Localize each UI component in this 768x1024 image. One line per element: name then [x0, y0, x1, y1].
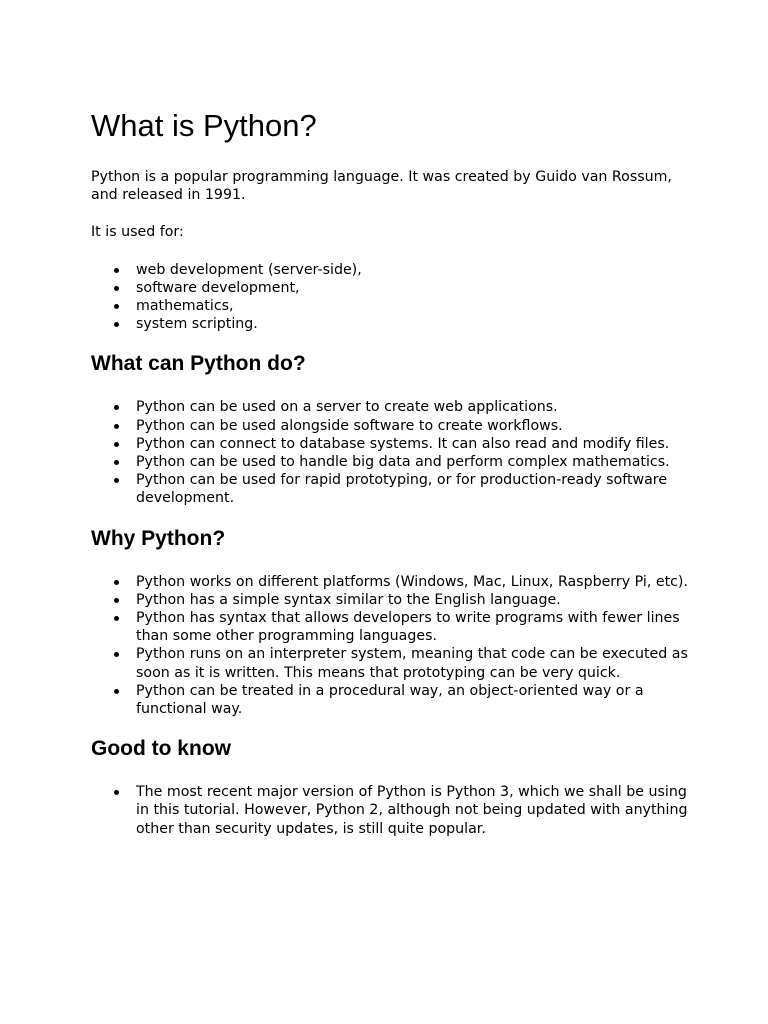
- list-item: software development,: [136, 279, 691, 297]
- what-can-python-do-list: [91, 398, 691, 507]
- good-to-know-list: [91, 783, 691, 838]
- list-item: Python runs on an interpreter system, meaning that code can be executed as soon as it is written. This means that prototyping can be very quick.: [136, 645, 691, 681]
- document-page: [91, 107, 691, 856]
- list-item: Python has a simple syntax similar to the English language.: [136, 591, 691, 609]
- list-item: web development (server-side),: [136, 261, 691, 279]
- list-item: Python can be used to handle big data and perform complex mathematics.: [136, 453, 691, 471]
- list-item: mathematics,: [136, 297, 691, 315]
- list-item: Python can connect to database systems. It can also read and modify files.: [136, 435, 691, 453]
- list-item: Python can be used for rapid prototyping, or for production-ready software development.: [136, 471, 691, 507]
- why-python-list: [91, 573, 691, 719]
- section-heading-what-can-python-do: What can Python do?: [91, 352, 306, 376]
- used-for-label: It is used for:: [91, 224, 184, 241]
- list-item: system scripting.: [136, 315, 691, 333]
- list-item: The most recent major version of Python is Python 3, which we shall be using in this tutorial. However, Python 2, although not being updated with anything other than security updates, is still quite popular.: [136, 783, 691, 838]
- page-title: What is Python?: [91, 108, 317, 143]
- list-item: Python can be used alongside software to create workflows.: [136, 417, 691, 435]
- list-item: Python can be treated in a procedural way, an object-oriented way or a functional way.: [136, 682, 691, 718]
- intro-paragraph: Python is a popular programming language. It was created by Guido van Rossum, and released in 1991.: [91, 169, 672, 204]
- section-heading-good-to-know: Good to know: [91, 737, 231, 761]
- list-item: Python works on different platforms (Windows, Mac, Linux, Raspberry Pi, etc).: [136, 573, 691, 591]
- section-heading-why-python: Why Python?: [91, 526, 226, 550]
- list-item: Python can be used on a server to create web applications.: [136, 398, 691, 416]
- used-for-list: [91, 261, 691, 334]
- list-item: Python has syntax that allows developers to write programs with fewer lines than some other programming languages.: [136, 609, 691, 645]
